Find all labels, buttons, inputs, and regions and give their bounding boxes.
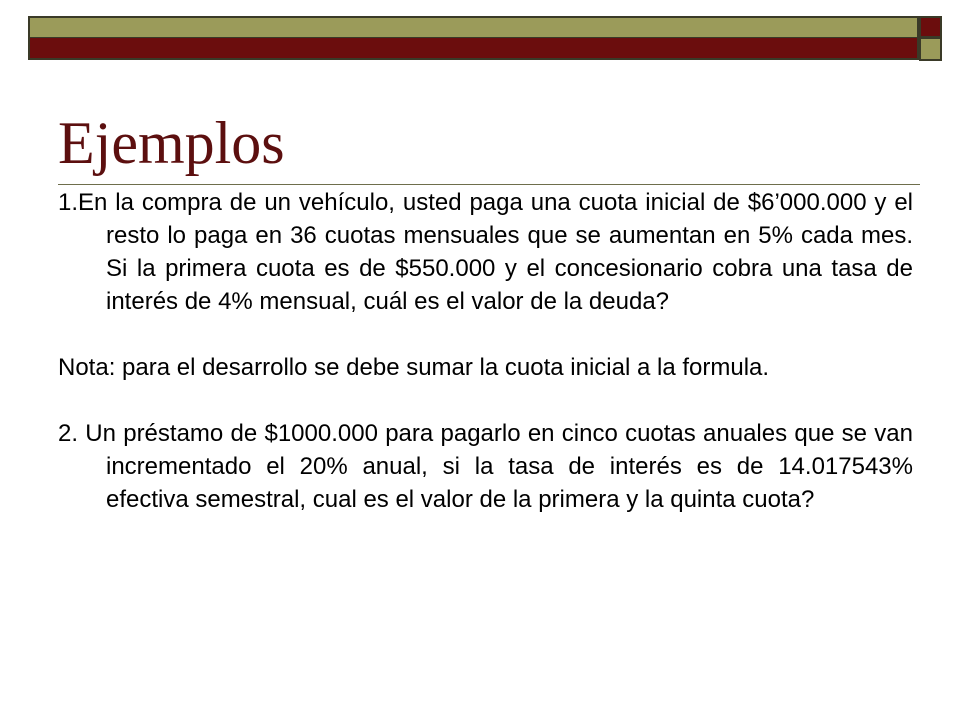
paragraph-spacer xyxy=(58,318,913,351)
example-2-paragraph: 2. Un préstamo de $1000.000 para pagarlo en cinco cuotas anuales que se van incrementado el 20% anual, si la tasa de interés es de 14.017543% efectiva semestral, cual es el valor de la primera y la quinta cuota? xyxy=(58,420,913,513)
note-paragraph: Nota: para el desarrollo se debe sumar la cuota inicial a la formula. xyxy=(58,354,770,381)
header-decorative-bar xyxy=(28,16,919,60)
header-olive-strip xyxy=(30,18,917,38)
header-corner-red-square xyxy=(919,16,942,38)
example-1-paragraph: 1.En la compra de un vehículo, usted paga una cuota inicial de $6’000.000 y el resto lo paga en 36 cuotas mensuales que se aumentan en 5% cada mes. Si la primera cuota es de $550.000 y el concesionario cobra una tasa de interés de 4% mensual, cuál es el valor de la deuda? xyxy=(58,189,913,315)
slide-title: Ejemplos xyxy=(58,110,285,176)
header-corner-olive-square xyxy=(919,37,942,61)
slide-body xyxy=(58,186,913,516)
title-underline-divider xyxy=(58,184,920,185)
paragraph-spacer xyxy=(58,384,913,417)
